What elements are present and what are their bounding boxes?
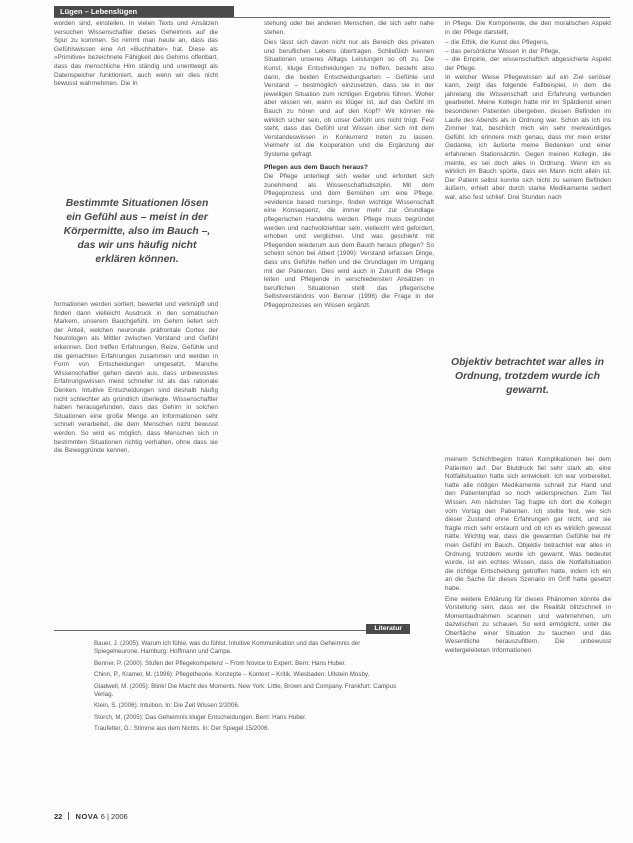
column-1-top xyxy=(54,20,218,172)
paragraph: stehung oder bei anderen Menschen, die sich sehr nahe stehen. xyxy=(264,20,434,36)
literature-label: Literatur xyxy=(366,624,410,634)
column-2 xyxy=(264,20,434,578)
page-number: 22 xyxy=(54,812,63,821)
paragraph: Dies lässt sich davon nicht nur als Bereich des privaten und beruflichen Lebens übertragen. Schließlich kennen Situationen unseres Alltags Leistungen so oft zu. Die Kunst, kluge Entscheidungen zu treffen, besteht also darin, die beiden Entscheidungsarten – Gefühle und Verstand – bestmöglich einzusetzen, dass sie in der jeweiligen Situation zum richtigen Ergebnis führen. Woher aber wissen wir, wann es klüger ist, auf das Gefühl im Bauch zu hören und auf den Kopf? Wir können nie wirklich sicher sein, ob unser Gefühl uns nicht trügt. Fest steht, dass das Gefühl und Wissen über sich mit dem Verstandeswissen in Konkurrenz treten zu lassen. Vielmehr ist die Kooperation und die Ergänzung der Systeme gefragt. xyxy=(264,39,434,158)
literature-entry: Storch, M. (2005): Das Geheimnis kluger Entscheidungen. Bern: Hans Huber. xyxy=(94,713,307,721)
literature-entry: Gladwell, M. (2005): Blink! Die Macht des Moments. New York: Little, Brown and Company. Frankfurt: Campus Verlag. xyxy=(94,682,397,699)
paragraph: formationen werden sortiert, bewertet und verknüpft und finden dann vielleicht Ausdruck in den somatischen Markern, unserem Bauchgefühl. Im Gehirn liefert sich der Anteil, welchen neuronale präfrontale Cortex der Neurologen als Mittler zwischen Verstand und Gefühl erkennen. Dort treffen Erfahrungen, Reize, Gefühle und die gemachten Erfahrungen zusammen und werden in Form von Entscheidungen umgesetzt. Manche Wissenschaftler gehen davon aus, dass unbewusstes Erfahrungswissen meist schneller ist als das rationale Denken. Intuitive Entscheidungen sind deshalb häufig nicht schlechter als gründlich überlegte. Wissenschaftler haben herausgefunden, dass das Gehirn in solchen Situationen eine große Menge an Informationen sehr schnell verarbeitet, die dem Menschen nicht bewusst werden. So wird es möglich, dass Menschen sich in bestimmten Situationen richtig verhalten, ohne dass sie die Beweggründe kennen. xyxy=(54,301,218,455)
pull-quote-1: Bestimmte Situationen lösen ein Gefühl aus – meist in der Körpermitte, also im Bauch –, das wir uns häufig nicht erklären können. xyxy=(63,198,211,265)
list xyxy=(445,39,611,73)
column-1-bottom xyxy=(54,301,218,579)
list-item: – die Empirie, der wissenschaftlich abgesicherte Aspekt der Pflege. xyxy=(445,56,611,73)
paragraph: meinem Schichtbeginn traten Komplikationen bei dem Patienten auf. Der Blutdruck fiel sehr stark ab, eine Notfallsituation hatte sich entwickelt. Ich war vorbereitet, hatte alle nötigen Medikamente schnell zur Hand und den Patientenpfad so noch widersprechen. Zum Teil Wissen. Am nächsten Tag fragte ich dort die Kollegin vom Vortag den Patienten. Ich stellte fest, wie sich dieser Zustand ohne Erfahrungen gar nicht, und sie fragte mich sehr erstaunt und ob ich es wirklich gewusst hätte. Wichtig war, dass die gewarnten Gefühle bei ihr mein Gefühl im Bauch. Objektiv betrachtet war alles in Ordnung, trotzdem wurde ich gewarnt. Was bedeutet wurde, ist ein echtes Wissen, dass die Notfallsituation die richtige Entscheidung getroffen hatte, indem ich ein an die Sache für dieses Szenario im Griff hatte gesetzt habe. xyxy=(445,456,611,592)
paragraph: Die Pflege unterliegt sich weiter und erfordert sich zunehmend als Wissenschaftsdisziplin. Mit dem Pflegeprozess und dem Bemühen um eine Pflege, »evidence based nursing«, finden wichtige Wissenschaft eine Konsequenz, die immer mehr zur Grundlage pflegerischen Handelns werden. Pflege muss begründet werden und nachvollziehbar sein; vielleicht wird gefordert, erhoben und verglichen. Und was geschieht mit Pflegenden wiederum aus dem Bauch heraus pflegen? So scheint schon bei Albert (1999): Verstand erfassen Dinge, dass uns Gefühle helfen und die Grundlagen im Umgang mit der Patienten. Dies wird auch in Zukunft die Pflege leiten und Pflegende in verschiedensten Ansätzen in beruflichen Situationen stellt das pflegerische Selbstverständnis von Benner (1996) die Frage in der Pflegeprozesses ein Wissen ergänzt. xyxy=(264,173,434,309)
footer-divider xyxy=(68,812,69,820)
paragraph: In welcher Weise Pflegewissen auf ein Ziel seriöser kann, zeigt das folgende Fallbeispiel, in dem die jahrelang die Wissenschaft und Erfahrung verbunden gearbeitet. Meine Kollegin hatte mir im Spätdienst einen besonderen Patienten übergeben, dessen Befinden im Laufe des Abends als in Ordnung war. Schon als ich ins Zimmer trat, beschlich mich ein sehr merkwürdiges Gefühl. Ich erinnere mich genau, dass mir mein erster Gedanke, ich äußerte meine Bedenken und einer erfahrenen Stationsärztin. Gegen meinen Kollegin, die meinte, es sei doch alles in Ordnung. Wenn ich es wirklich im Bauch spürte, dass ein Mann nicht allein ist. Der Patient selbst konnte sich nicht zu seinem Befinden äußern, erhielt aber durch starke Medikamente sediert war, also fest schlief. Drei Stunden nach xyxy=(445,73,611,201)
literature-list xyxy=(94,640,402,737)
literature-box xyxy=(54,624,410,816)
issue-number: 6 | 2006 xyxy=(100,812,128,821)
page-footer xyxy=(54,812,128,821)
literature-entry: Klein, S. (2006): Intuition. In: Die Zeit Wissen 2/2006. xyxy=(94,702,240,710)
paragraph: worden sind, einstellen. In vielen Texts und Ansätzen versuchen Wissenschaftler dieses Geheimnis auf die Spur zu kommen. So nimmt man heute an, dass das Gefühlswissen eine Art »Buchhalter« hat. Diese als »Primitive« bezeichnete Fähigkeit des Gehirns offenbart, dass das menschliche Hirn ständig und unentwegt als Datenspeicher funktioniert, auch wenn wir dies nicht bewusst wahrnehmen. Die in xyxy=(54,20,218,88)
literature-entry: Chinn, P., Kramer, M. (1996): Pflegetheorie. Konzepte – Kontext – Kritik. Wiesbaden: Ullstein Mosby. xyxy=(94,671,370,679)
literature-rule xyxy=(54,630,410,631)
pull-quote-2: Objektiv betrachtet war alles in Ordnung, trotzdem wurde ich gewarnt. xyxy=(450,357,605,396)
paragraph: in Pflege. Die Komponente, die den moralischen Aspekt in der Pflege darstellt, xyxy=(445,20,611,36)
paragraph: Eine weitere Erklärung für dieses Phänomen könnte die Vorstellung sein, dass wir die Realität blitzschnell in Momentaufnahmen scannen und wahrnehmen, um dazwischen zu schauen. So wird ermöglicht, unter die Oberfläche einer Situation zu tauchen und das Wesentliche herauszufiltern. Die unbewusst weitergeleiteten Informationen xyxy=(445,595,611,655)
section-header: Lügen – Lebenslügen xyxy=(54,6,234,17)
column-3-bottom xyxy=(445,456,611,836)
magazine-brand: NOVA xyxy=(75,812,99,821)
literature-entry: Bauer, J. (2005): Warum ich fühle, was du fühlst. Intuitive Kommunikation und das Geheimnis der Spiegelneurone. Hamburg: Hoffmann und Campe. xyxy=(94,640,361,656)
column-3-top xyxy=(445,20,611,341)
list-item: – das persönliche Wissen in der Pflege, xyxy=(445,48,611,57)
header-rule xyxy=(54,17,610,18)
literature-entry: Benner, P. (2000): Stufen der Pflegekompetenz – From Novice to Expert. Bern: Hans Huber. xyxy=(94,659,346,667)
list-item: – die Ethik, die Kunst des Pflegens, xyxy=(445,39,611,48)
literature-entry: Traufetter, G.: Stimme aus dem Nichts. In: Der Spiegel 15/2006. xyxy=(94,725,270,733)
subheading: Pflegen aus dem Bauch heraus? xyxy=(264,163,368,171)
